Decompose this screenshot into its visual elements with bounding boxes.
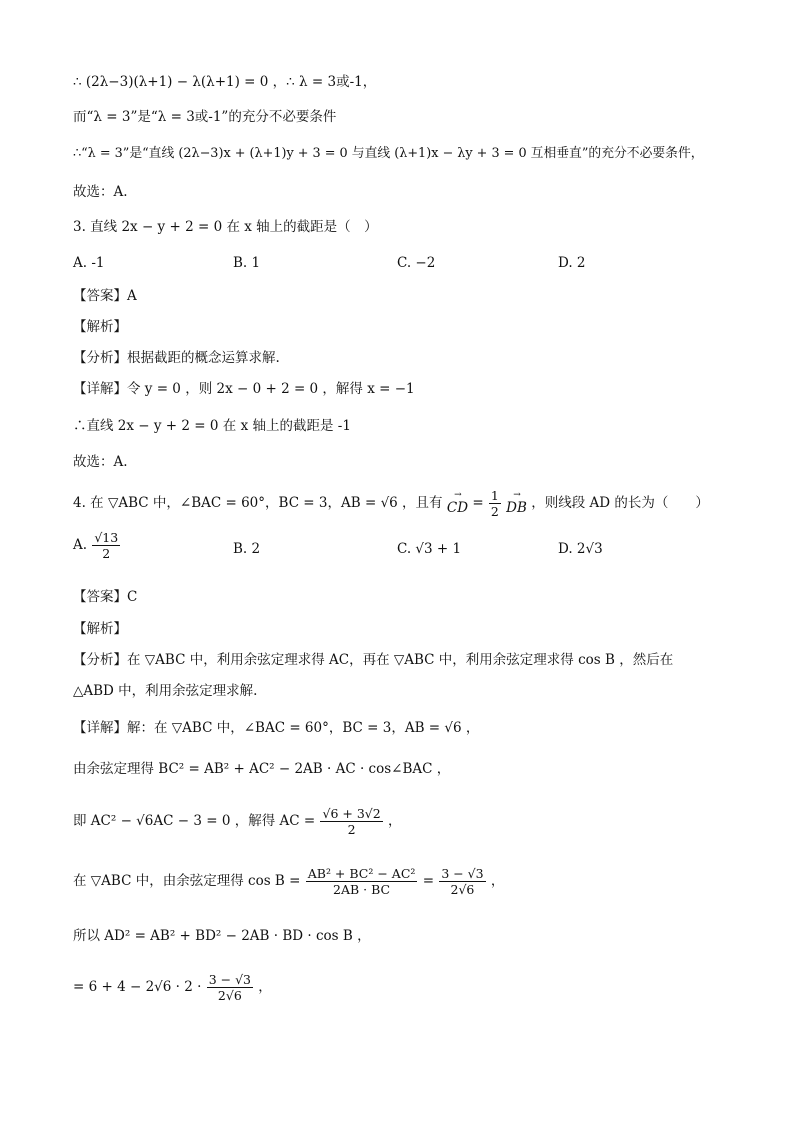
q3-option-a: A. -1	[73, 255, 105, 271]
q4-option-b: B. 2	[233, 541, 261, 557]
vector-arrow-icon: →	[454, 489, 461, 500]
q3-option-b: B. 1	[233, 255, 261, 271]
q4-option-d: D. 2√3	[558, 541, 603, 557]
q3-conclusion: ∴直线 2x − y + 2 = 0 在 x 轴上的截距是 -1	[73, 418, 351, 434]
q3-answer: 【答案】A	[73, 288, 137, 304]
q4-fenxi-1: 【分析】在 ▽ABC 中，利用余弦定理求得 AC，再在 ▽ABC 中，利用余弦定理求得 cos B ，然后在	[73, 652, 674, 668]
vector-cd: → CD	[446, 489, 469, 516]
q4-step-5: = 6 + 4 − 2√6 · 2 · $\frac{3 - √3}{2√6}$ ，	[73, 972, 272, 1003]
q4-text-post: ，则线段 AD 的长为（ ）	[531, 495, 709, 511]
q4-answer: 【答案】C	[73, 589, 138, 605]
q3-choose: 故选：A.	[73, 454, 128, 470]
q4-option-c: C. √3 + 1	[397, 541, 462, 557]
q4-text-pre: 4. 在 ▽ABC 中，∠BAC = 60°，BC = 3，AB = √6 ，且有	[73, 495, 443, 511]
question-4: 4. 在 ▽ABC 中，∠BAC = 60°，BC = 3，AB = √6 ，且有 → CD = $\frac{1}{2}$ → DB ，则线段 AD 的长为（ ）	[73, 488, 709, 519]
text-line: 故选：A.	[73, 184, 128, 200]
q4-xiangjie: 【详解】解：在 ▽ABC 中，∠BAC = 60°，BC = 3，AB = √6 ，	[73, 720, 480, 736]
text-line: ∴ (2λ−3)(λ+1) − λ(λ+1) = 0 ，∴ λ = 3或-1，	[73, 74, 377, 90]
vector-db: → DB	[506, 489, 527, 516]
q3-jiexi: 【解析】	[73, 319, 127, 335]
q4-option-a: A. $\frac{√13}{2}$	[73, 530, 119, 561]
q3-option-d: D. 2	[558, 255, 586, 271]
q4-step-4: 所以 AD² = AB² + BD² − 2AB · BD · cos B ，	[73, 928, 371, 944]
q3-option-c: C. −2	[397, 255, 436, 271]
question-3: 3. 直线 2x − y + 2 = 0 在 x 轴上的截距是（ ）	[73, 219, 378, 235]
q4-jiexi: 【解析】	[73, 621, 127, 637]
fraction-half: $\frac{1}{2}$	[490, 488, 499, 519]
q4-step-1: 由余弦定理得 BC² = AB² + AC² − 2AB · AC · cos∠BAC ，	[73, 761, 451, 777]
q3-xiangjie: 【详解】令 y = 0 ，则 2x − 0 + 2 = 0 ，解得 x = −1	[73, 381, 415, 397]
vector-arrow-icon: →	[513, 489, 520, 500]
q4-step-2: 即 AC² − √6AC − 3 = 0 ，解得 AC = $\frac{√6 + 3√2}{2}$ ，	[73, 806, 402, 837]
q3-fenxi: 【分析】根据截距的概念运算求解.	[73, 350, 280, 366]
text-line: ∴“λ = 3”是“直线 (2λ−3)x + (λ+1)y + 3 = 0 与直线 (λ+1)x − λy + 3 = 0 互相垂直”的充分不必要条件，	[73, 146, 704, 161]
q4-fenxi-2: △ABD 中，利用余弦定理求解.	[73, 683, 258, 699]
q4-step-3: 在 ▽ABC 中，由余弦定理得 cos B = $\frac{\text{AB² + BC² − AC²}}{2AB \cdot BC}$ = $\frac{3 - √3}{2√6}$ ，	[73, 866, 505, 897]
text-line: 而“λ = 3”是“λ = 3或-1”的充分不必要条件	[73, 109, 337, 125]
